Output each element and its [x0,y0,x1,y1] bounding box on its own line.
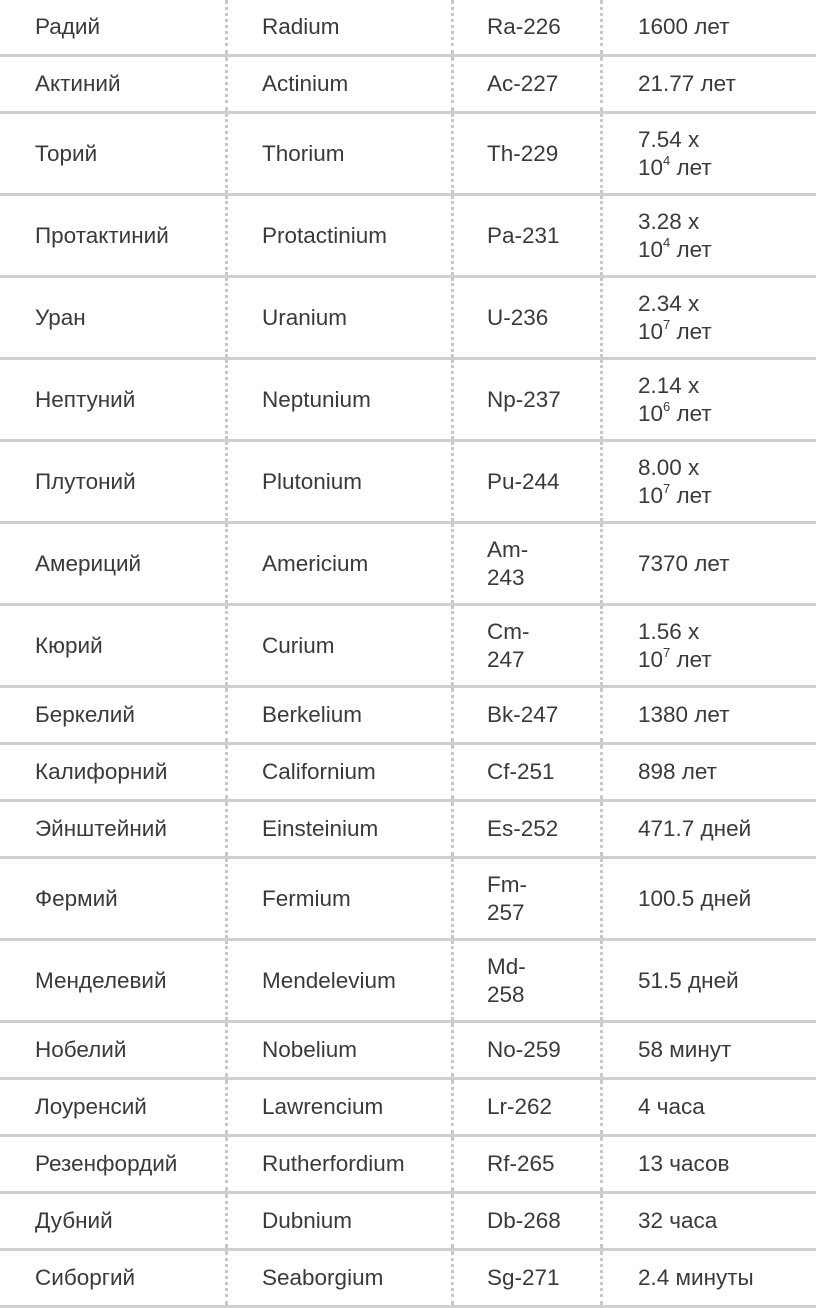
element-name-en: Radium [262,14,340,39]
isotope-label [487,618,529,674]
element-name-en-cell [228,442,454,521]
isotope-label [487,1036,561,1064]
element-name-en-cell [228,196,454,275]
element-name-ru: Нептуний [35,386,136,412]
isotope-label [487,953,526,1009]
half-life-value: 1600 лет [638,14,730,39]
table-row [0,859,816,941]
half-life-cell [603,1137,816,1191]
half-life-exponent: 7 [663,645,671,660]
isotope-cell [454,688,603,742]
isotope-cell [454,1251,603,1305]
isotope-line: 258 [487,981,525,1007]
table-row [0,0,816,57]
half-life-cell [603,606,816,685]
element-name-ru-cell [0,1194,228,1248]
isotope-line: 247 [487,646,525,672]
isotope-line: Th-229 [487,140,559,166]
isotope-cell [454,941,603,1020]
element-name-en-cell [228,0,454,54]
half-life-exponent: 4 [663,235,671,250]
element-name-ru-cell [0,442,228,521]
element-name-en-cell [228,1080,454,1134]
element-name-ru-cell [0,688,228,742]
element-name-ru: Менделевий [35,967,167,993]
isotope-label [487,536,528,592]
element-name-ru-cell [0,196,228,275]
isotope-label [487,13,561,41]
half-life-cell [603,745,816,799]
table-row [0,802,816,859]
element-name-ru-cell [0,1137,228,1191]
half-life-mantissa: 3.28 x [638,208,700,234]
half-life-cell [603,360,816,439]
isotope-label [487,871,527,927]
element-name-ru: Уран [35,304,86,330]
half-life-unit: лет [670,154,712,180]
table-row [0,1023,816,1080]
isotope-line: Fm- [487,871,527,897]
half-life-cell [603,802,816,856]
half-life-cell [603,688,816,742]
half-life-power [638,318,712,346]
element-name-ru-cell [0,278,228,357]
element-name-ru: Дубний [35,1208,113,1233]
half-life-value: 4 часа [638,1094,705,1119]
half-life-value: 13 часов [638,1151,730,1176]
half-life-value: 21.77 лет [638,71,736,96]
element-name-ru-cell [0,1080,228,1134]
half-life-cell [603,196,816,275]
isotope-label [487,70,558,98]
isotope-line: Pu-244 [487,468,560,494]
element-name-en: Actinium [262,71,349,96]
isotope-line: Am- [487,536,529,562]
element-name-en-cell [228,941,454,1020]
half-life-cell [603,1194,816,1248]
table-row [0,278,816,360]
half-life-value: 7370 лет [638,550,730,576]
half-life-value [638,454,712,510]
element-name-ru: Америций [35,550,142,576]
half-life-value: 898 лет [638,759,717,784]
element-name-en-cell [228,1023,454,1077]
element-name-en-cell [228,524,454,603]
element-name-en: Berkelium [262,702,363,727]
half-life-value [638,290,712,346]
half-life-exponent: 6 [663,399,671,414]
isotope-label [487,701,558,729]
table-row [0,1194,816,1251]
element-name-en: Lawrencium [262,1094,384,1119]
element-name-ru: Резенфордий [35,1151,178,1176]
half-life-unit: лет [670,646,712,672]
half-life-power [638,400,712,428]
half-life-base: 10 [638,646,664,672]
isotope-label [487,1093,552,1121]
isotope-cell [454,802,603,856]
element-name-ru: Сиборгий [35,1265,136,1290]
element-name-ru: Протактиний [35,222,169,248]
isotope-label [487,304,548,332]
isotope-cell [454,442,603,521]
half-life-cell [603,0,816,54]
table-row [0,1251,816,1308]
half-life-base: 10 [638,154,664,180]
element-name-en-cell [228,1251,454,1305]
half-life-mantissa: 7.54 x [638,126,700,152]
element-name-en-cell [228,1137,454,1191]
element-name-ru-cell [0,1023,228,1077]
element-name-ru: Беркелий [35,702,135,727]
isotope-label [487,386,561,414]
isotope-cell [454,606,603,685]
element-name-en: Neptunium [262,386,371,412]
isotope-label [487,1207,561,1235]
half-life-value [638,126,712,182]
half-life-exponent: 7 [663,317,671,332]
isotope-line: Rf-265 [487,1151,555,1176]
isotope-cell [454,1137,603,1191]
table-row [0,941,816,1023]
element-name-en: Thorium [262,140,345,166]
element-name-ru-cell [0,1251,228,1305]
element-name-ru: Актиний [35,71,121,96]
half-life-power [638,482,712,510]
half-life-cell [603,1023,816,1077]
isotope-cell [454,57,603,111]
half-life-mantissa: 2.34 x [638,290,700,316]
isotope-line: Lr-262 [487,1094,553,1119]
half-life-exponent: 7 [663,481,671,496]
isotope-line: U-236 [487,304,549,330]
table-row [0,196,816,278]
isotope-line: Es-252 [487,816,559,841]
half-life-cell [603,1251,816,1305]
element-name-ru: Торий [35,140,98,166]
isotope-cell [454,745,603,799]
half-life-cell [603,278,816,357]
isotope-line: 243 [487,564,525,590]
isotope-cell [454,278,603,357]
table-row [0,745,816,802]
element-name-ru: Радий [35,14,101,39]
half-life-base: 10 [638,236,664,262]
isotope-label [487,468,560,496]
half-life-power [638,236,712,264]
element-name-en-cell [228,114,454,193]
half-life-cell [603,859,816,938]
element-name-en: Fermium [262,885,351,911]
element-name-en-cell [228,606,454,685]
isotope-label [487,1264,560,1292]
half-life-cell [603,442,816,521]
table-row [0,524,816,606]
element-name-en: Curium [262,632,335,658]
element-name-en: Plutonium [262,468,363,494]
half-life-value: 1380 лет [638,702,730,727]
half-life-value [638,372,712,428]
half-life-mantissa: 1.56 x [638,618,700,644]
element-name-en: Rutherfordium [262,1151,405,1176]
element-name-ru: Фермий [35,885,118,911]
half-life-value [638,618,712,674]
element-name-ru: Калифорний [35,759,168,784]
half-life-cell [603,57,816,111]
isotope-label [487,140,558,168]
element-name-en-cell [228,360,454,439]
isotope-cell [454,1023,603,1077]
half-life-cell [603,114,816,193]
element-name-ru-cell [0,606,228,685]
half-life-mantissa: 8.00 x [638,454,700,480]
half-life-base: 10 [638,482,664,508]
isotope-cell [454,1080,603,1134]
isotope-line: Md- [487,953,526,979]
half-life-power [638,646,712,674]
isotope-cell [454,114,603,193]
element-name-ru: Нобелий [35,1037,127,1062]
element-name-ru-cell [0,360,228,439]
half-life-value: 471.7 дней [638,816,752,841]
element-name-en: Uranium [262,304,348,330]
element-name-en: Americium [262,550,369,576]
isotope-label [487,1150,555,1178]
isotope-cell [454,360,603,439]
half-life-value [638,208,712,264]
element-name-en-cell [228,57,454,111]
isotope-cell [454,196,603,275]
table-row [0,114,816,196]
isotope-line: Cm- [487,618,530,644]
element-name-en: Nobelium [262,1037,358,1062]
isotope-cell [454,0,603,54]
half-life-unit: лет [670,318,712,344]
element-name-en-cell [228,688,454,742]
isotope-line: Db-268 [487,1208,561,1233]
table-row [0,1080,816,1137]
half-life-value: 58 минут [638,1037,732,1062]
element-name-ru-cell [0,859,228,938]
element-name-ru-cell [0,941,228,1020]
element-name-ru-cell [0,745,228,799]
isotope-line: Ra-226 [487,14,561,39]
element-name-ru: Эйнштейний [35,816,167,841]
isotope-line: Pa-231 [487,222,560,248]
element-name-en-cell [228,802,454,856]
table-row [0,606,816,688]
half-life-unit: лет [670,400,712,426]
element-name-ru-cell [0,802,228,856]
isotope-cell [454,859,603,938]
element-name-en-cell [228,1194,454,1248]
half-life-exponent: 4 [663,153,671,168]
half-life-unit: лет [670,236,712,262]
table-row [0,688,816,745]
isotope-line: 257 [487,899,525,925]
isotope-line: No-259 [487,1037,561,1062]
element-name-en: Einsteinium [262,816,379,841]
isotope-line: Np-237 [487,386,561,412]
element-name-ru-cell [0,0,228,54]
element-name-ru-cell [0,524,228,603]
half-life-base: 10 [638,318,664,344]
isotope-label [487,815,558,843]
half-life-cell [603,1080,816,1134]
element-name-ru-cell [0,114,228,193]
half-life-power [638,154,712,182]
element-name-ru: Кюрий [35,632,103,658]
isotope-label [487,758,555,786]
element-name-en: Californium [262,759,376,784]
isotope-cell [454,524,603,603]
element-name-en-cell [228,859,454,938]
table-row [0,360,816,442]
table-row [0,1137,816,1194]
element-name-ru-cell [0,57,228,111]
element-name-ru: Плутоний [35,468,136,494]
half-life-value: 51.5 дней [638,967,739,993]
element-name-en: Seaborgium [262,1265,384,1290]
element-name-en-cell [228,745,454,799]
half-life-cell [603,524,816,603]
table-row [0,57,816,114]
element-name-ru: Лоуренсий [35,1094,147,1119]
element-name-en-cell [228,278,454,357]
isotope-line: Cf-251 [487,759,555,784]
half-life-cell [603,941,816,1020]
half-life-value: 2.4 минуты [638,1265,754,1290]
half-life-value: 32 часа [638,1208,718,1233]
isotope-cell [454,1194,603,1248]
isotope-label [487,222,560,250]
element-name-en: Mendelevium [262,967,396,993]
half-life-value: 100.5 дней [638,885,752,911]
half-life-mantissa: 2.14 x [638,372,700,398]
isotope-line: Bk-247 [487,702,559,727]
half-life-base: 10 [638,400,664,426]
isotope-line: Ac-227 [487,71,559,96]
element-name-en: Dubnium [262,1208,353,1233]
isotope-line: Sg-271 [487,1265,560,1290]
element-name-en: Protactinium [262,222,388,248]
table-row [0,442,816,524]
half-life-unit: лет [670,482,712,508]
